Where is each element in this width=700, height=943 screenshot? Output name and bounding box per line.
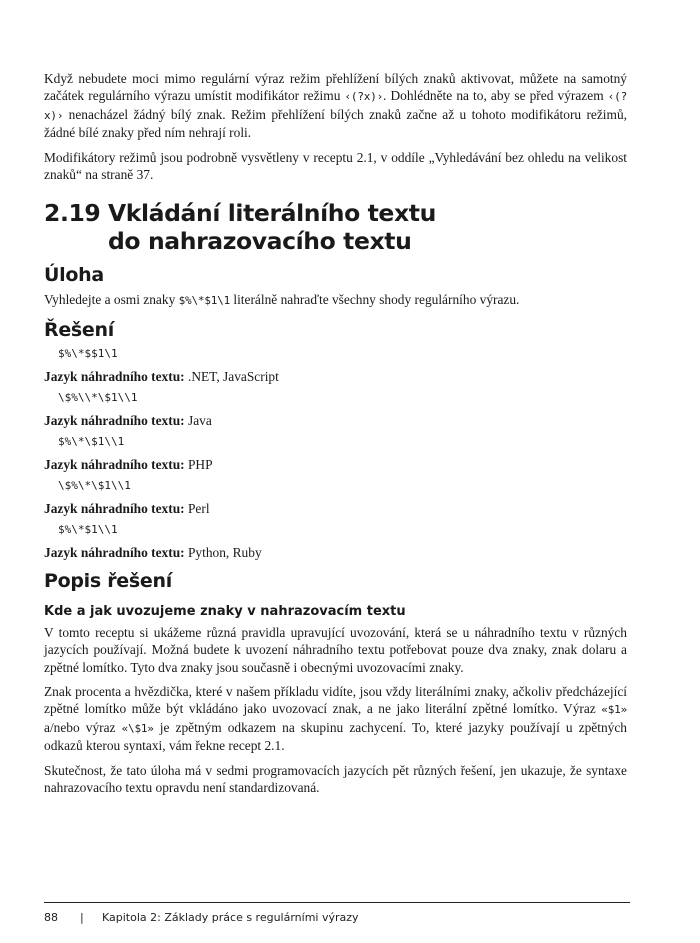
- inline-code: «\$1»: [121, 721, 154, 735]
- footer-rule: [44, 902, 630, 903]
- language-value: Perl: [187, 500, 210, 516]
- section-title-line-1: Vkládání literálního textu: [108, 199, 436, 228]
- popis-text: Znak procenta a hvězdička, které v našem příkladu vidíte, jsou vždy literálními znaky, ačkoliv předcházející zpětné lomítko může být vkládáno jako uvozovací znak, a ne jako literální zpětné lomítko. Výraz: [44, 684, 627, 717]
- uloha-text-part: literálně nahraďte všechny shody regulárního výrazu.: [230, 292, 520, 308]
- language-line: [44, 544, 627, 561]
- popis-text: je zpětným odkazem na skupinu zachycení. To, které jazyky používají u zpětných odkazů kterou syntaxi, vám řekne recept 2.1.: [44, 719, 627, 754]
- intro-text: Když nebudete moci mimo regulární výraz režim přehlížení bílých znaků aktivovat, můžete na samotný začátek regulárního výrazu umístit modifikátor režimu: [44, 71, 627, 104]
- section-title: [108, 199, 436, 255]
- intro-paragraph-2: Modifikátory režimů jsou podrobně vysvětleny v receptu 2.1, v oddíle „Vyhledávání bez ohledu na velikost znaků“ na straně 37.: [44, 149, 627, 183]
- uloha-text-part: Vyhledejte a osmi znaky: [44, 292, 179, 308]
- popis-text: a/nebo výraz: [44, 719, 122, 735]
- section-title-line-2: do nahrazovacího textu: [108, 227, 412, 256]
- language-label: Jazyk náhradního textu:: [44, 544, 185, 560]
- inline-code: ‹(?x)›: [44, 90, 627, 122]
- code-example: \$%\\*\$1\\1: [58, 390, 138, 404]
- page-number: 88: [44, 911, 58, 924]
- intro-paragraph-1: [44, 70, 627, 142]
- footer-separator: |: [80, 911, 84, 924]
- popis-paragraph-3: Skutečnost, že tato úloha má v sedmi programovacích jazycích pět různých řešení, jen ukazuje, že syntaxe nahrazovacího textu opravdu není standardizovaná.: [44, 762, 627, 796]
- inline-code: $%\*$1\1: [178, 294, 231, 308]
- inline-code: «$1»: [601, 703, 627, 717]
- code-example: $%\*\$1\\1: [58, 434, 125, 448]
- language-value: Java: [187, 412, 212, 428]
- language-line: [44, 412, 627, 429]
- language-label: Jazyk náhradního textu:: [44, 500, 185, 516]
- language-label: Jazyk náhradního textu:: [44, 412, 185, 428]
- intro-text: nenacházel žádný bílý znak. Režim přehlížení bílých znaků začne až u tohoto modifikátoru režimů, žádné bílé znaky před ním nehrají roli.: [44, 106, 627, 141]
- page-footer: [44, 911, 359, 924]
- language-value: Python, Ruby: [187, 544, 262, 560]
- uloha-text: [44, 291, 627, 309]
- uloha-heading: Úloha: [44, 264, 104, 287]
- code-example: $%\*$$1\1: [58, 346, 118, 360]
- language-label: Jazyk náhradního textu:: [44, 456, 185, 472]
- language-line: [44, 456, 627, 473]
- popis-paragraph-2: [44, 683, 627, 755]
- chapter-title: Kapitola 2: Základy práce s regulárními výrazy: [102, 911, 359, 924]
- language-value: PHP: [187, 456, 213, 472]
- reseni-heading: Řešení: [44, 318, 114, 341]
- intro-text: . Dohlédněte na to, aby se před výrazem: [383, 88, 608, 104]
- code-example: \$%\*\$1\\1: [58, 478, 131, 492]
- popis-paragraph-1: V tomto receptu si ukážeme různá pravidla upravující uvozování, která se u náhradního textu v různých jazycích používají. Možná budete k uvození náhradního textu potřebovat pouze dva znaky, znak dolaru a zpětné lomítko. Tyto dva znaky jsou současně i obecnými uvozovacími znaky.: [44, 624, 627, 675]
- code-example: $%\*$1\\1: [58, 522, 118, 536]
- popis-subheading: Kde a jak uvozujeme znaky v nahrazovacím textu: [44, 603, 406, 619]
- language-value: .NET, JavaScript: [187, 368, 279, 384]
- inline-code: ‹(?x)›: [344, 90, 384, 104]
- section-number: 2.19: [44, 199, 101, 228]
- language-line: [44, 368, 627, 385]
- page-content: [44, 70, 627, 804]
- language-label: Jazyk náhradního textu:: [44, 368, 185, 384]
- popis-heading: Popis řešení: [44, 569, 172, 592]
- section-heading: [44, 199, 627, 255]
- language-line: [44, 500, 627, 517]
